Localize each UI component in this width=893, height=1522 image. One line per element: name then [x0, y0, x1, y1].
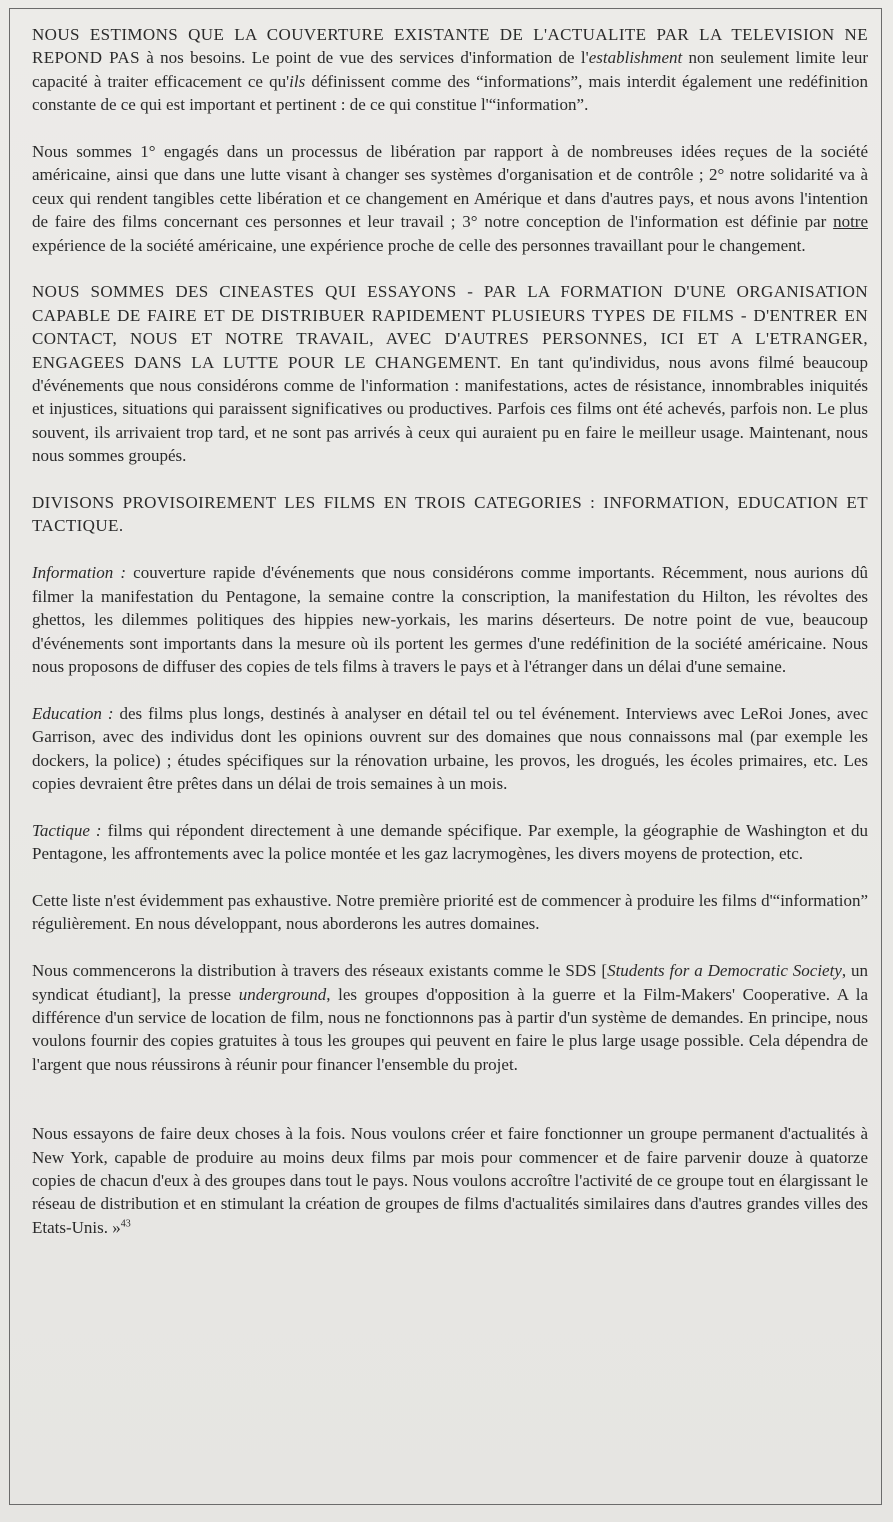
caps-lead: NOUS ESTIMONS QUE LA COUVERTURE EXISTANTE DE L'ACTUALITE PAR LA TELEVISION NE REPOND PAS: [32, 25, 868, 68]
paragraph-education: Education : des films plus longs, destinés à analyser en détail tel ou tel événement. Interviews avec LeRoi Jones, avec Garrison, avec des individus dont les opinions ouvrent sur des domaines que nous connaissons mal (par exemple les dockers, la police) ; études spécifiques sur la rénovation urbaine, les provos, les drogués, les écoles primaires, etc. Les copies devraient être prêtes dans un délai de trois semaines à un mois.: [32, 703, 868, 793]
paragraph-9: Nous commencerons la distribution à travers des réseaux existants comme le SDS [Students for a Democratic Society, un syndicat étudiant], la presse underground, les groupes d'opposition à la guerre et la Film-Makers' Cooperative. A la différence d'un service de location de film, nous ne fonctionnons pas à partir d'un système de demandes. En principe, nous voulons fournir des copies gratuites à tous les groupes qui peuvent en faire le plus large usage possible. Cela dépendra de l'argent que nous réussirons à réunir pour financer l'ensemble du projet.: [32, 961, 869, 1074]
category-label: Tactique :: [32, 820, 102, 840]
caps-lead: NOUS SOMMES DES CINEASTES QUI ESSAYONS - PAR LA FORMATION D'UNE ORGANISATION CAPABLE DE FAIRE ET DE DISTRIBUER RAPIDEMENT PLUSIEURS TYPES DE FILMS - D'ENTRER EN CONTACT, NOUS ET NOTRE TRAVAIL, AVEC D'AUTRES PERSONNES, ICI ET A L'ETRANGER, ENGAGEES DANS LA LUTTE POUR LE CHANGEMENT.: [32, 282, 868, 372]
paragraph-4-categories: [32, 491, 868, 538]
paragraph-information: Information : couverture rapide d'événements que nous considérons comme importants. Récemment, nous aurions dû filmer la manifestation du Pentagone, la semaine contre la conscription, la manifestation du Hilton, les révoltes des ghettos, les dilemmes politiques des hippies new-yorkais, les marins déserteurs. De notre point de vue, beaucoup d'événements sont importants dans la mesure où ils portent les germes d'une redéfinition de la société américaine. Nous nous proposons de diffuser des copies de tels films à travers le pays et à l'étranger dans un délai d'une semaine.: [32, 563, 868, 676]
paragraph-8: Cette liste n'est évidemment pas exhaustive. Notre première priorité est de commencer à produire les films d'“information” régulièrement. En nous développant, nous aborderons les autres domaines.: [32, 890, 868, 934]
caps-lead: DIVISONS PROVISOIREMENT LES FILMS EN TROIS CATEGORIES : INFORMATION, EDUCATION ET TACTIQUE.: [32, 493, 868, 536]
paragraph-3: NOUS SOMMES DES CINEASTES QUI ESSAYONS - PAR LA FORMATION D'UNE ORGANISATION CAPABLE DE FAIRE ET DE DISTRIBUER RAPIDEMENT PLUSIEURS TYPES DE FILMS - D'ENTRER EN CONTACT, NOUS ET NOTRE TRAVAIL, AVEC D'AUTRES PERSONNES, ICI ET A L'ETRANGER, ENGAGEES DANS LA LUTTE POUR LE CHANGEMENT. En tant qu'individus, nous avons filmé beaucoup d'événements que nous considérons comme de l'information : manifestations, actes de résistance, innombrables iniquités et injustices, situations qui paraissent significatives ou productives. Parfois ces films ont été achevés, parfois non. Le plus souvent, ils arrivaient trop tard, et ne sont pas arrivés à ceux qui auraient pu en faire le meilleur usage. Maintenant, nous nous sommes groupés.: [32, 282, 868, 466]
paragraph-10: Nous essayons de faire deux choses à la fois. Nous voulons créer et faire fonctionner un groupe permanent d'actualités à New York, capable de produire au moins deux films par mois pour commencer et de faire parvenir douze à quatorze copies de chacun d'eux à des groupes dans tout le pays. Nous voulons accroître l'activité de ce groupe tout en élargissant le réseau de distribution et en stimulant la création de groupes de films d'actualités similaires dans d'autres grandes villes des Etats-Unis. »$^{43}$: [32, 1124, 868, 1237]
paragraph-2: Nous sommes 1° engagés dans un processus de libération par rapport à de nombreuses idées reçues de la société américaine, ainsi que dans une lutte visant à changer ses systèmes d'organisation et de contrôle ; 2° notre solidarité va à ceux qui rendent tangibles cette libération et ce changement en Amérique et dans d'autres pays, et nous avons l'intention de faire des films concernant ces personnes et leur travail ; 3° notre conception de l'information est définie par notre expérience de la société américaine, une expérience proche de celle des personnes travaillant pour le changement.: [32, 142, 868, 255]
paragraph-1: NOUS ESTIMONS QUE LA COUVERTURE EXISTANTE DE L'ACTUALITE PAR LA TELEVISION NE REPOND PAS à nos besoins. Le point de vue des services d'information de l'establishment non seulement limite leur capacité à traiter efficacement ce qu'ils définissent comme des “informations”, mais interdit également une redéfinition constante de ce qui est important et pertinent : de ce qui constitue l'“information”.: [32, 25, 868, 115]
text-frame: [9, 8, 882, 1505]
category-label: Education :: [32, 703, 114, 723]
paragraph-tactique: Tactique : films qui répondent directement à une demande spécifique. Par exemple, la géographie de Washington et du Pentagone, les affrontements avec la police montée et les gaz lacrymogènes, les divers moyens de protection, etc.: [32, 820, 868, 864]
footnote-ref: 43: [120, 1218, 131, 1230]
underlined-word: notre: [833, 212, 868, 232]
category-label: Information :: [32, 563, 127, 583]
